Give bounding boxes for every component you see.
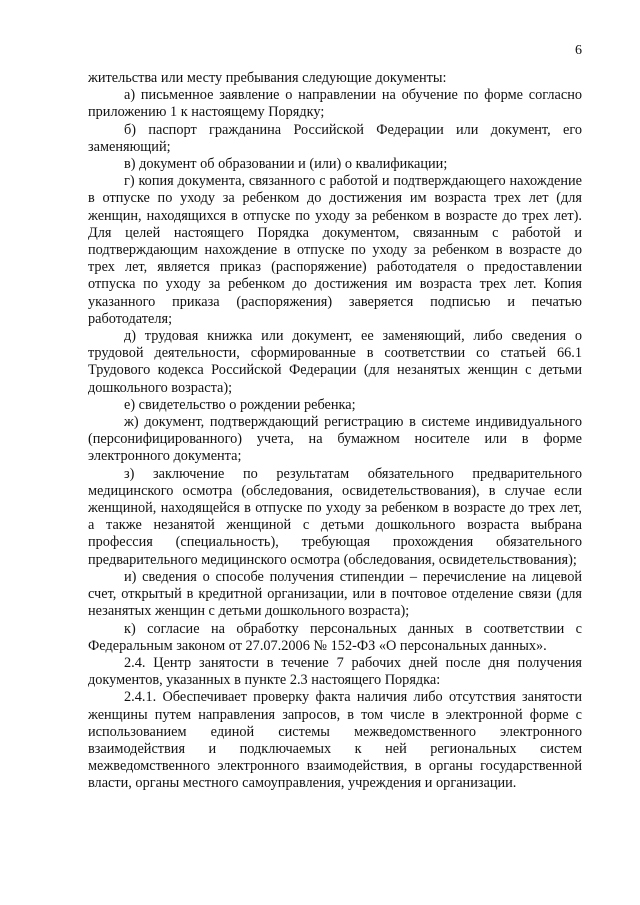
list-item-i: и) сведения о способе получения стипендии – перечисление на лицевой счет, открытый в кредитной организации, или в почтовое отделение связи (для незанятых женщин с детьми дошкольного возраста); bbox=[88, 568, 582, 620]
section-2-4: 2.4. Центр занятости в течение 7 рабочих дней после дня получения документов, указанных в пункте 2.3 настоящего Порядка: bbox=[88, 654, 582, 689]
document-body bbox=[88, 70, 582, 793]
list-item-k: к) согласие на обработку персональных данных в соответствии с Федеральным законом от 27.07.2006 № 152-ФЗ «О персональных данных». bbox=[88, 620, 582, 654]
list-item-b: б) паспорт гражданина Российской Федерации или документ, его заменяющий; bbox=[88, 121, 582, 155]
list-item-z: з) заключение по результатам обязательного предварительного медицинского осмотра (обследования, освидетельствования), в случае если женщиной, находящейся в отпуске по уходу за ребенком в возрасте до трех лет, а также незанятой женщиной с детьми дошкольного возраста выбрана профессия (специальность), требующая прохождения обязательного предварительного медицинского осмотра (обследования, освидетельствования); bbox=[88, 465, 582, 568]
page-number: 6 bbox=[575, 43, 582, 58]
list-item-g: г) копия документа, связанного с работой и подтверждающего нахождение в отпуске по уходу за ребенком до достижения им возраста трех лет (для женщин, находящихся в отпуске по уходу за ребенком в возрасте до трех лет). Для целей настоящего Порядка документом, связанным с работой и подтверждающим нахождение в отпуске по уходу за ребенком в возрасте до трех лет, является приказ (распоряжение) работодателя о предоставлении отпуска по уходу за ребенком до достижения им возраста трех лет. Копия указанного приказа (распоряжения) заверяется подписью и печатью работодателя; bbox=[88, 173, 582, 327]
paragraph-continuation: жительства или месту пребывания следующие документы: bbox=[88, 70, 447, 86]
list-item-v: в) документ об образовании и (или) о квалификации; bbox=[124, 156, 448, 173]
list-item-zh: ж) документ, подтверждающий регистрацию в системе индивидуального (персонифицированного) учета, на бумажном носителе или в форме электронного документа; bbox=[88, 414, 582, 465]
list-item-a: а) письменное заявление о направлении на обучение по форме согласно приложению 1 к настоящему Порядку; bbox=[88, 87, 582, 121]
list-item-d: д) трудовая книжка или документ, ее заменяющий, либо сведения о трудовой деятельности, сформированные в соответствии со статьей 66.1 Трудового кодекса Российской Федерации (для незанятых женщин с детьми дошкольного возраста); bbox=[88, 328, 582, 396]
list-item-e: е) свидетельство о рождении ребенка; bbox=[124, 396, 356, 413]
section-2-4-1: 2.4.1. Обеспечивает проверку факта наличия либо отсутствия занятости женщины путем направления запросов, в том числе в электронной форме с использованием единой системы межведомственного электронного взаимодействия и подключаемых к ней региональных систем межведомственного электронного взаимодействия, в органы государственной власти, органы местного самоуправления, учреждения и организации. bbox=[88, 689, 582, 792]
